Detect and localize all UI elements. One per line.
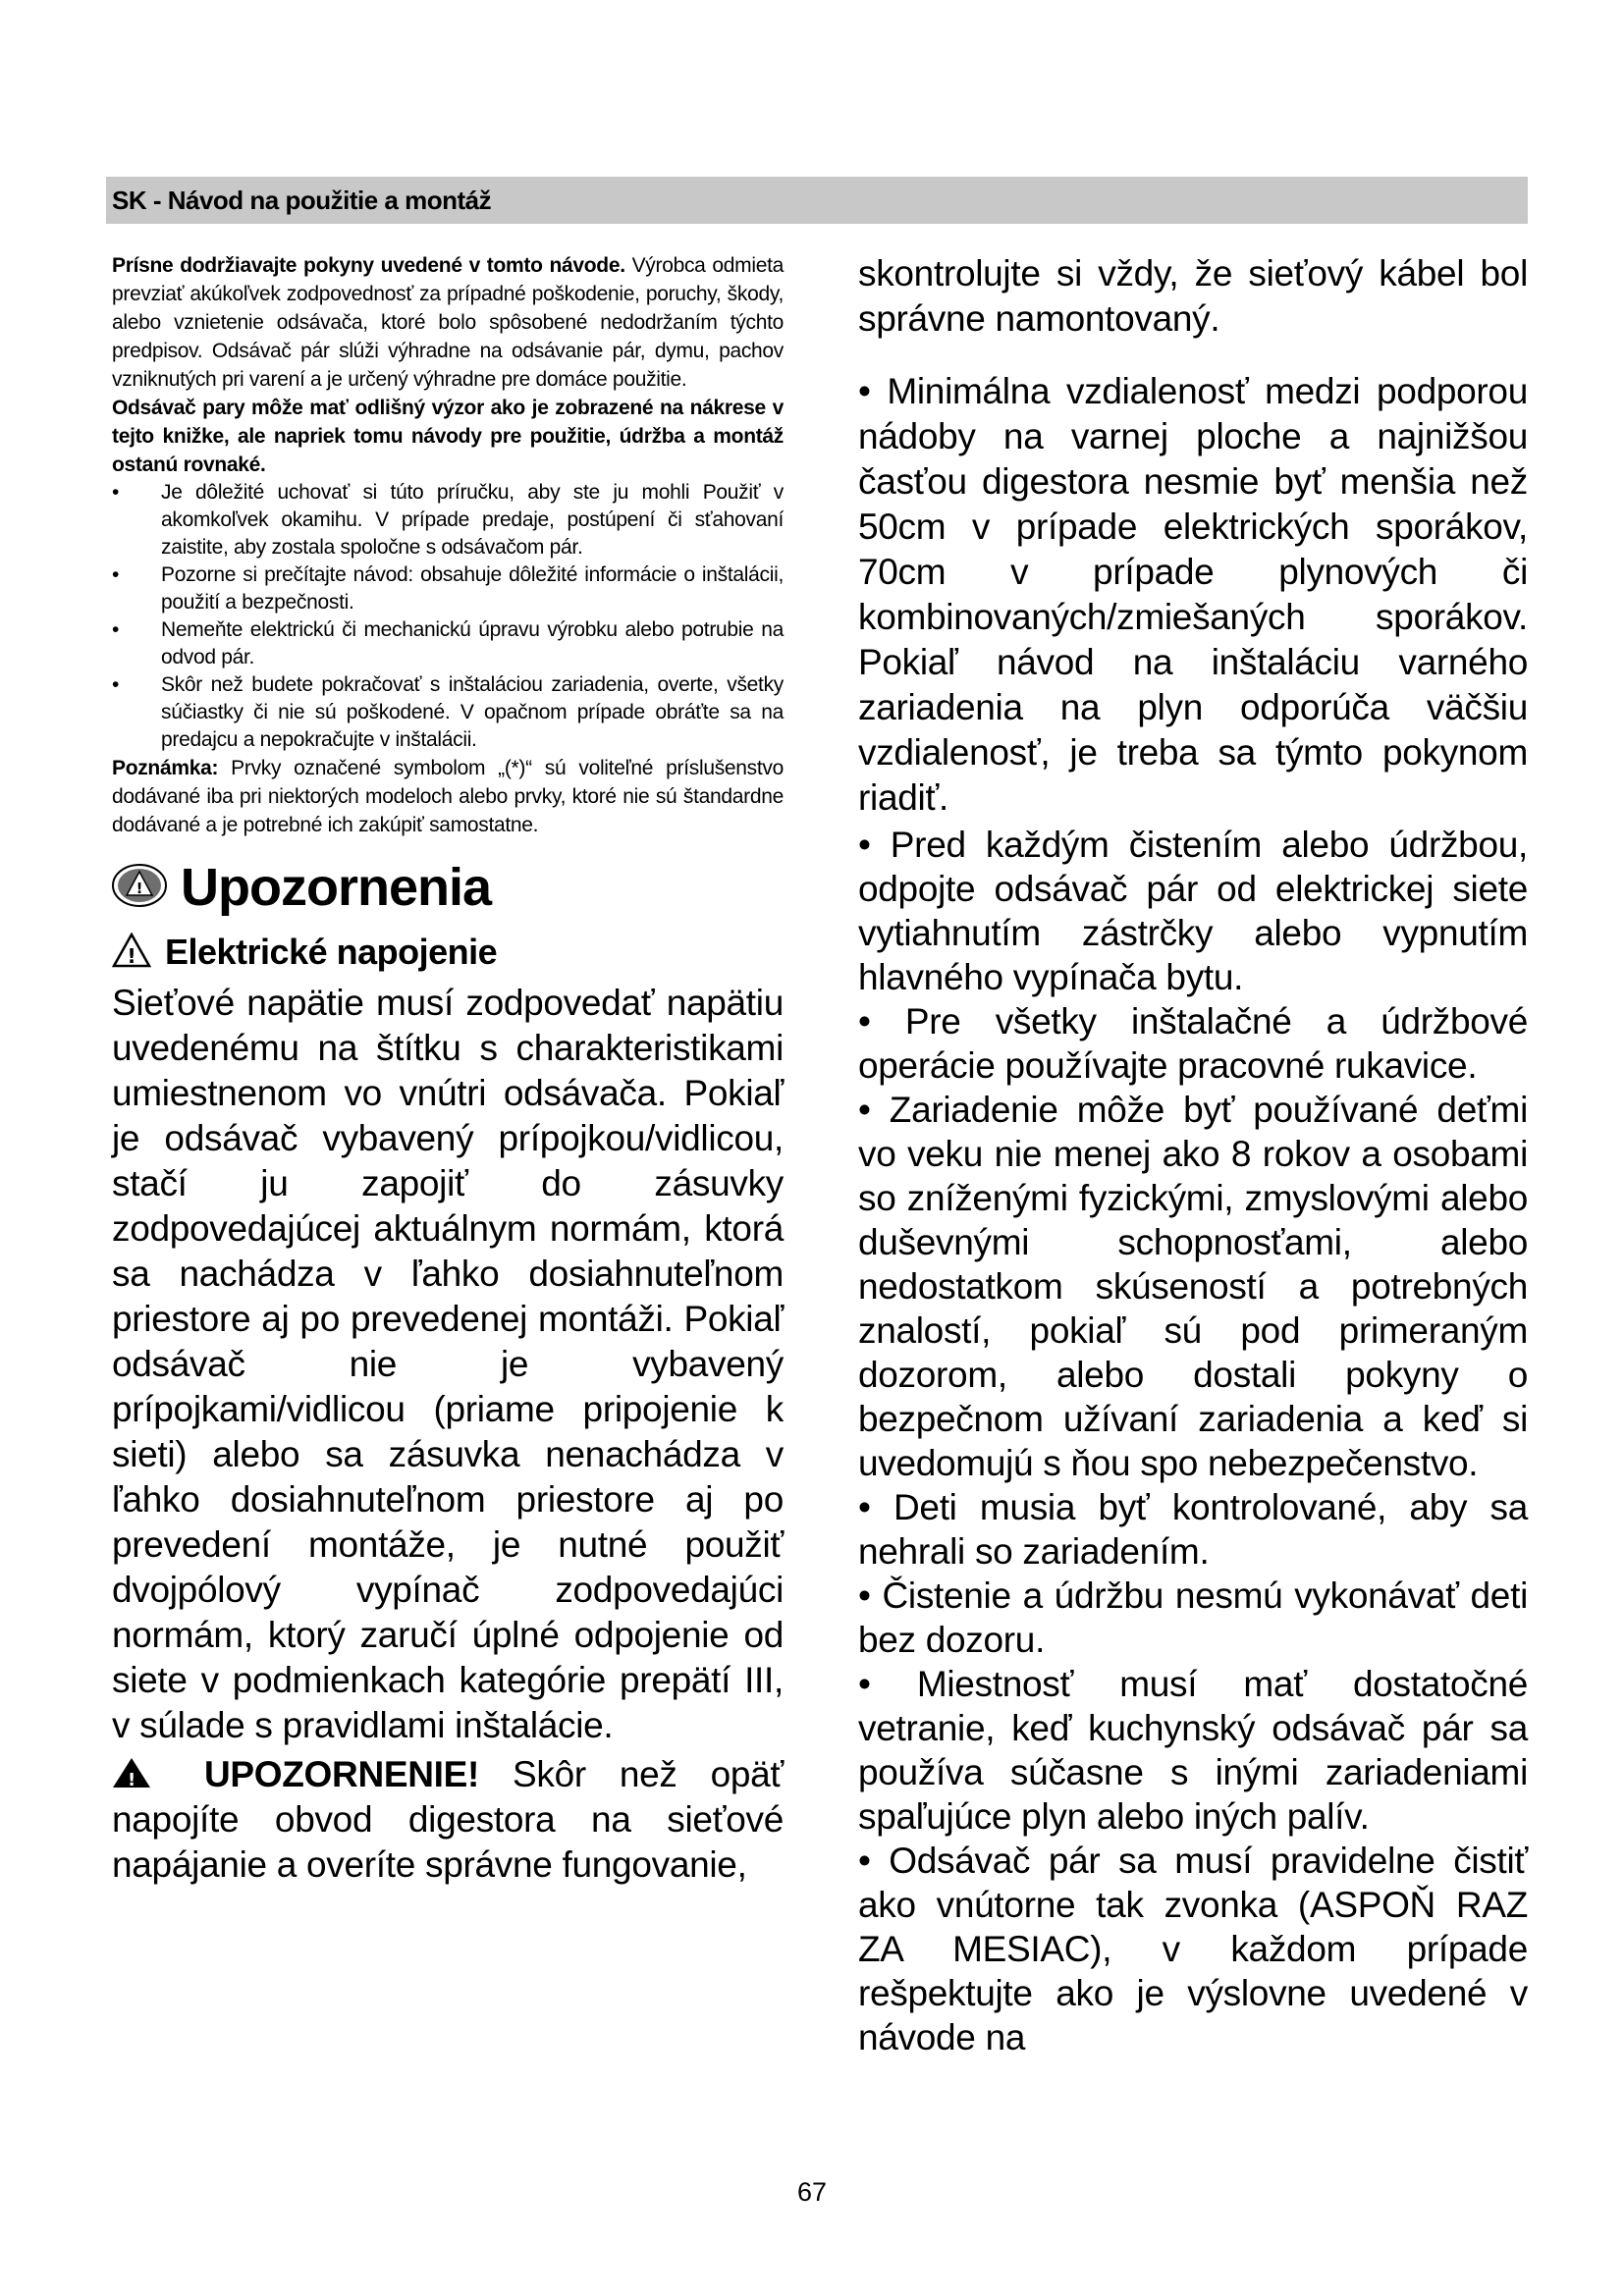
bullet-icon: • [112, 673, 120, 696]
poznamka-label: Poznámka: [112, 757, 219, 779]
bullet-icon: • [112, 618, 120, 641]
warning-paragraph [112, 1752, 784, 1888]
poznamka-note [112, 754, 784, 839]
instruction-list [112, 479, 784, 754]
left-column [112, 251, 784, 1888]
upozornenia-heading [112, 857, 784, 918]
elektricke-title: Elektrické napojenie [165, 932, 498, 972]
intro-bold: Prísne dodržiavajte pokyny uvedené v tomto návode. [112, 254, 625, 277]
svg-text:!: ! [128, 1770, 135, 1789]
list-item: • Čistenie a údržbu nesmú vykonávať deti bez dozoru. [858, 1575, 1528, 1660]
design-note: Odsávač pary môže mať odlišný výzor ako je zobrazené na nákrese v tejto knižke, ale napriek tomu návody pre použitie, údržba a montáž ostanú rovnaké. [112, 397, 784, 476]
bullet-icon: • [112, 563, 120, 586]
list-item: • Minimálna vzdialenosť medzi podporou nádoby na varnej ploche a najnižšou časťou digestora nesmie byť menšia než 50cm v prípade elektrických sporákov, 70cm v prípade plynových či kombinovaných/zmiešaných sporákov. Pokiaľ návod na inštaláciu varného zariadenia na plyn odporúča väčšiu vzdialenosť, je treba sa týmto pokynom riadiť. [858, 371, 1528, 818]
list-item: • Skôr než budete pokračovať s inštaláciou zariadenia, overte, všetky súčiastky či nie sú poškodené. V opačnom prípade obráťte sa na predajcu a nepokračujte v inštalácii. [112, 673, 784, 751]
list-item: skontrolujte si vždy, že sieťový kábel bol správne namontovaný. [858, 253, 1528, 339]
elektricke-paragraph: Sieťové napätie musí zodpovedať napätiu uvedenému na štítku s charakteristikami umiestnenom vo vnútri odsávača. Pokiaľ je odsávač vybavený prípojkou/vidlicou, stačí ju zapojiť do zásuvky zodpovedajúcej aktuálnym normám, ktorá sa nachádza v ľahko dosiahnuteľnom priestore aj po prevedenej montáži. Pokiaľ odsávač nie je vybavený prípojkami/vidlicou (priame pripojenie k sieti) alebo sa zásuvka nenachádza v ľahko dosiahnuteľnom priestore aj po prevedení montáže, je nutné použiť dvojpólový vypínač zodpovedajúci normám, ktorý zaručí úplné odpojenie od siete v podmienkach kategórie prepätí III, v súlade s pravidlami inštalácie. [112, 983, 784, 1745]
intro-paragraph [112, 251, 784, 394]
section-header [106, 177, 1528, 224]
list-item: • Pozorne si prečítajte návod: obsahuje dôležité informácie o inštalácii, použití a bezpečnosti. [112, 563, 784, 614]
svg-text:!: ! [135, 879, 143, 897]
svg-text:!: ! [127, 943, 136, 968]
warning-label: UPOZORNENIE! [203, 1754, 480, 1794]
warning-text: Skôr než opäť napojíte obvod digestora na sieťové napájanie a overíte správne fungovanie, [112, 1754, 784, 1885]
list-item: • Je dôležité uchovať si túto príručku, aby ste ju mohli Použiť v akomkoľvek okamihu. V prípade predaje, postúpení či sťahovaní zaistite, aby zostala spoločne s odsávačom pár. [112, 481, 784, 559]
list-item: • Zariadenie môže byť používané deťmi vo veku nie menej ako 8 rokov a osobami so zníženými fyzickými, zmyslovými alebo duševnými schopnosťami, alebo nedostatkom skúseností a potrebných znalostí, pokiaľ sú pod primeraným dozorom, alebo dostali pokyny o bezpečnom užívaní zariadenia a keď si uvedomujú s ňou spo nebezpečenstvo. [858, 1090, 1528, 1483]
bullet-icon: • [112, 481, 120, 504]
poznamka-text: Prvky označené symbolom „(*)“ sú voliteľné príslušenstvo dodávané iba pri niektorých modeloch alebo prvky, ktoré nie sú štandardne dodávané a je potrebné ich zakúpiť samostatne. [112, 757, 784, 836]
warning-triangle-icon [112, 933, 151, 973]
intro-rest: Výrobca odmieta prevziať akúkoľvek zodpovednosť za prípadné poškodenie, poruchy, škody, alebo vznietenie odsávača, ktoré bolo spôsobené nedodržaním týchto predpisov. Odsávač pár slúži výhradne na odsávanie pár, dymu, pachov vzniknutých pri varení a je určený výhradne pre domáce použitie. [112, 254, 784, 391]
right-column [858, 251, 1528, 2059]
section-header-title: SK - Návod na použitie a montáž [112, 186, 492, 215]
elektricke-heading [112, 932, 784, 973]
upozornenia-title: Upozornenia [181, 858, 492, 917]
filled-warning-icon [112, 1754, 185, 1794]
list-item: • Pre všetky inštalačné a údržbové operácie používajte pracovné rukavice. [858, 1001, 1528, 1086]
list-item: • Odsávač pár sa musí pravidelne čistiť ako vnútorne tak zvonka (ASPOŇ RAZ ZA MESIAC), v každom prípade rešpektujte ako je výslovne uvedené v návode na [858, 1841, 1528, 2057]
list-item: • Pred každým čistením alebo údržbou, odpojte odsávač pár od elektrickej siete vytiahnutím zástrčky alebo vypnutím hlavného vypínača bytu. [858, 825, 1528, 997]
warning-badge-icon [112, 863, 167, 913]
list-item: • Miestnosť musí mať dostatočné vetranie, keď kuchynský odsávač pár sa používa súčasne s inými zariadeniami spaľujúce plyn alebo iných palív. [858, 1664, 1528, 1837]
page-number: 67 [796, 2177, 828, 2207]
list-item: • Deti musia byť kontrolované, aby sa nehrali so zariadením. [858, 1487, 1528, 1572]
list-item: • Nemeňte elektrickú či mechanickú úpravu výrobku alebo potrubie na odvod pár. [112, 618, 784, 668]
